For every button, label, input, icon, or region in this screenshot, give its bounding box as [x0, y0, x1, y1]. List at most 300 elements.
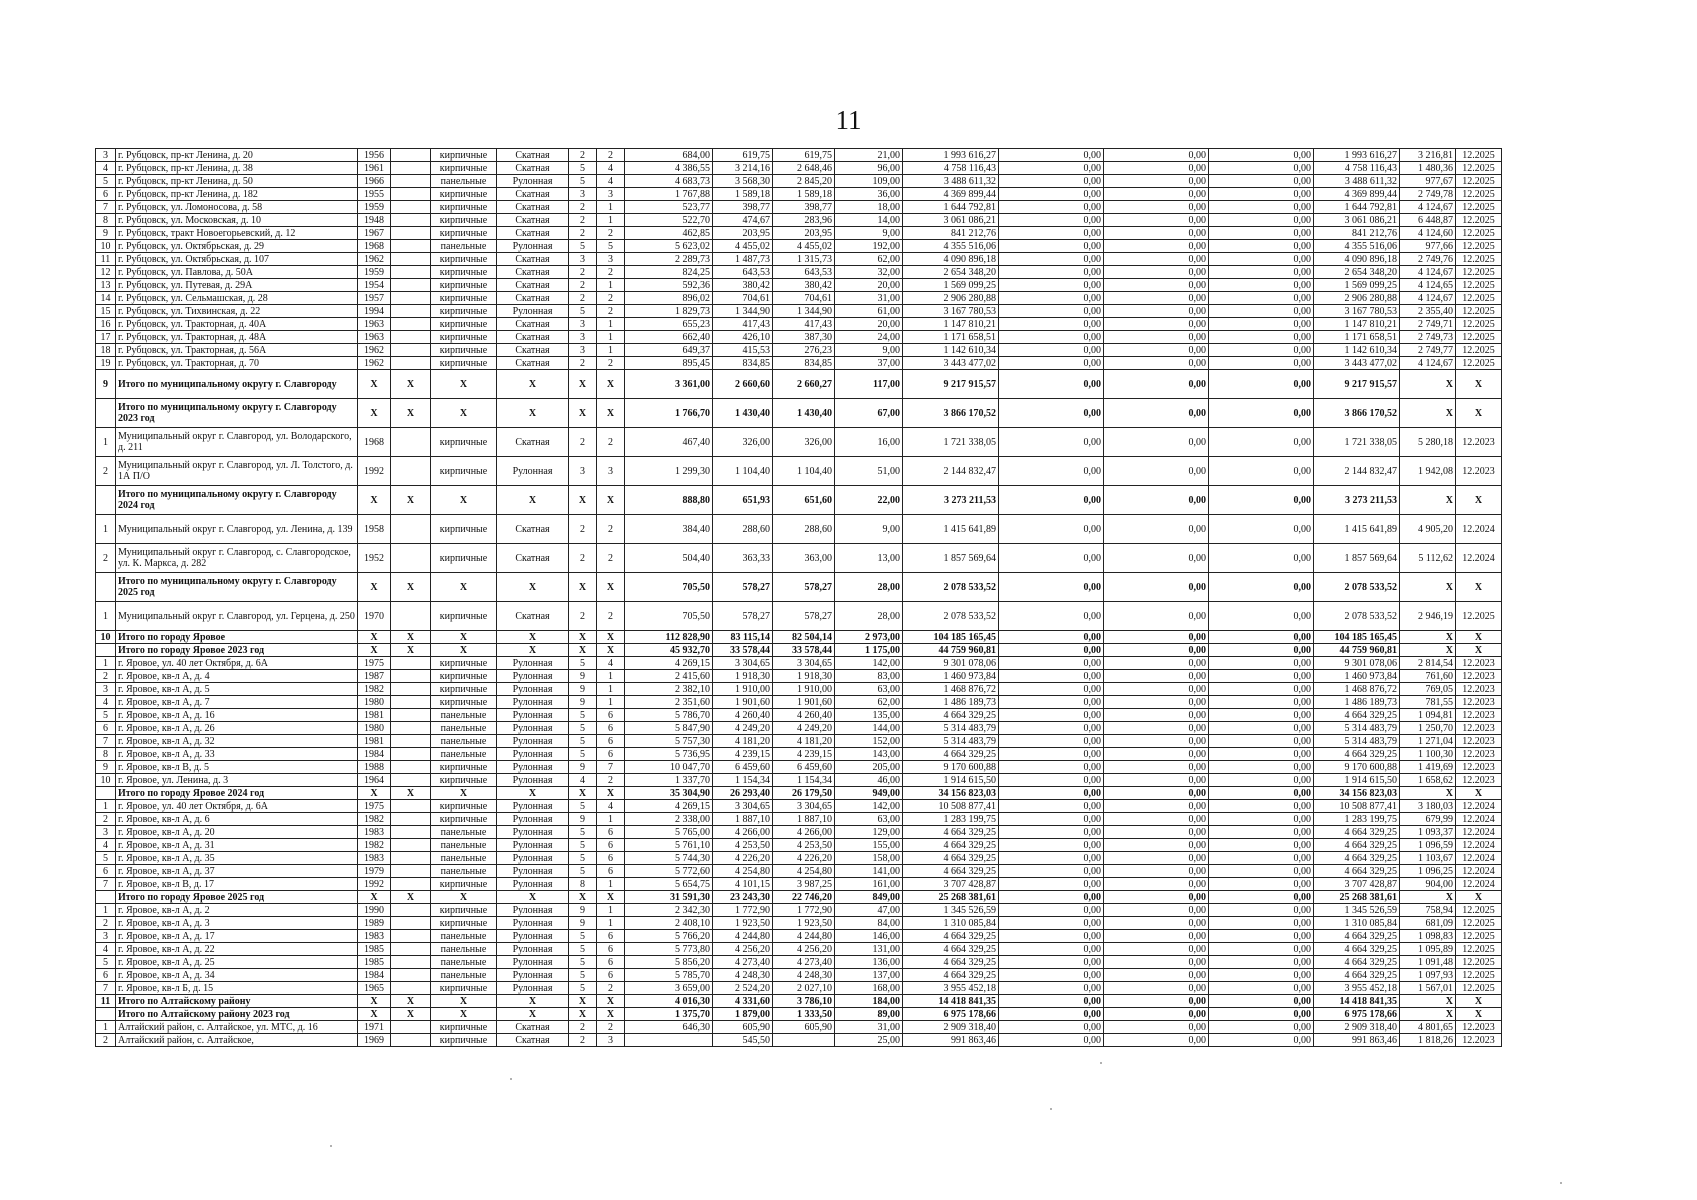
- cell-n: 19: [96, 357, 116, 370]
- cell-date: 12.2025: [1456, 266, 1502, 279]
- cell-roof: Рулонная: [497, 696, 569, 709]
- cell-addr: г. Яровое, кв-л А, д. 5: [116, 683, 358, 696]
- cell-a1: 35 304,90: [625, 787, 713, 800]
- cell-date: 12.2023: [1456, 683, 1502, 696]
- cell-roof: X: [497, 573, 569, 602]
- cell-n: 16: [96, 318, 116, 331]
- cell-mat: X: [431, 1008, 497, 1021]
- cell-mat: панельные: [431, 748, 497, 761]
- cell-fl: 3: [569, 344, 597, 357]
- cell-a1: 112 828,90: [625, 631, 713, 644]
- cell-a3: 4 249,20: [773, 722, 835, 735]
- cell-unit: 4 124,67: [1400, 357, 1456, 370]
- cell-f2: 0,00: [1104, 357, 1209, 370]
- cell-n: 10: [96, 631, 116, 644]
- cell-mat: X: [431, 631, 497, 644]
- cell-x1: [391, 774, 431, 787]
- cell-fl: 2: [569, 292, 597, 305]
- cell-fl: X: [569, 370, 597, 399]
- cell-mat: кирпичные: [431, 305, 497, 318]
- cell-date: 12.2024: [1456, 800, 1502, 813]
- cell-n: 2: [96, 1034, 116, 1047]
- cell-own: 3 488 611,32: [1314, 175, 1400, 188]
- cell-date: 12.2025: [1456, 344, 1502, 357]
- cell-roof: Рулонная: [497, 865, 569, 878]
- cell-year: 1989: [358, 917, 391, 930]
- cell-year: 1990: [358, 904, 391, 917]
- cell-a1: 31 591,30: [625, 891, 713, 904]
- cell-date: 12.2023: [1456, 709, 1502, 722]
- table-row: [96, 969, 1502, 982]
- cell-f2: 0,00: [1104, 486, 1209, 515]
- cell-roof: Скатная: [497, 188, 569, 201]
- cell-own: 1 721 338,05: [1314, 428, 1400, 457]
- cell-unit: 4 801,65: [1400, 1021, 1456, 1034]
- cell-n: 5: [96, 956, 116, 969]
- cell-mat: X: [431, 399, 497, 428]
- cell-a1: 4 269,15: [625, 657, 713, 670]
- cell-f2: 0,00: [1104, 956, 1209, 969]
- cell-a1: 824,25: [625, 266, 713, 279]
- cell-x1: X: [391, 644, 431, 657]
- cell-f2: 0,00: [1104, 995, 1209, 1008]
- cell-a1: 2 338,00: [625, 813, 713, 826]
- cell-f1: 0,00: [999, 188, 1104, 201]
- cell-total: 4 664 329,25: [903, 709, 999, 722]
- cell-date: 12.2023: [1456, 774, 1502, 787]
- cell-f3: 0,00: [1209, 865, 1314, 878]
- table-row: [96, 683, 1502, 696]
- cell-a1: 522,70: [625, 214, 713, 227]
- cell-f3: 0,00: [1209, 683, 1314, 696]
- cell-f2: 0,00: [1104, 428, 1209, 457]
- cell-date: 12.2025: [1456, 214, 1502, 227]
- cell-total: 3 955 452,18: [903, 982, 999, 995]
- cell-addr: г. Яровое, кв-л А, д. 32: [116, 735, 358, 748]
- cell-roof: Рулонная: [497, 852, 569, 865]
- cell-mat: кирпичные: [431, 318, 497, 331]
- cell-n: 4: [96, 696, 116, 709]
- cell-a1: 1 767,88: [625, 188, 713, 201]
- cell-unit: 769,05: [1400, 683, 1456, 696]
- cell-date: 12.2025: [1456, 930, 1502, 943]
- cell-mat: кирпичные: [431, 188, 497, 201]
- cell-fl: 5: [569, 722, 597, 735]
- cell-res: 84,00: [835, 917, 903, 930]
- cell-res: 205,00: [835, 761, 903, 774]
- cell-f1: 0,00: [999, 544, 1104, 573]
- cell-n: [96, 1008, 116, 1021]
- cell-x1: [391, 331, 431, 344]
- cell-mat: X: [431, 573, 497, 602]
- cell-fl: X: [569, 891, 597, 904]
- cell-total: 3 061 086,21: [903, 214, 999, 227]
- cell-fl: X: [569, 573, 597, 602]
- cell-f3: 0,00: [1209, 891, 1314, 904]
- cell-res: 155,00: [835, 839, 903, 852]
- table-row: [96, 709, 1502, 722]
- cell-f3: 0,00: [1209, 214, 1314, 227]
- cell-addr: г. Яровое, ул. 40 лет Октября, д. 6А: [116, 657, 358, 670]
- table-total-row: [96, 399, 1502, 428]
- cell-en: 2: [597, 602, 625, 631]
- cell-n: 3: [96, 683, 116, 696]
- cell-year: 1962: [358, 344, 391, 357]
- cell-f1: 0,00: [999, 995, 1104, 1008]
- cell-n: [96, 399, 116, 428]
- cell-res: 47,00: [835, 904, 903, 917]
- cell-f3: 0,00: [1209, 839, 1314, 852]
- cell-res: 61,00: [835, 305, 903, 318]
- cell-unit: 6 448,87: [1400, 214, 1456, 227]
- cell-roof: Скатная: [497, 253, 569, 266]
- cell-roof: Рулонная: [497, 240, 569, 253]
- cell-a3: 578,27: [773, 602, 835, 631]
- cell-a3: 6 459,60: [773, 761, 835, 774]
- cell-res: 158,00: [835, 852, 903, 865]
- cell-a3: 22 746,20: [773, 891, 835, 904]
- cell-date: 12.2023: [1456, 1021, 1502, 1034]
- cell-f1: 0,00: [999, 370, 1104, 399]
- cell-f1: 0,00: [999, 631, 1104, 644]
- cell-a3: 4 256,20: [773, 943, 835, 956]
- cell-f3: 0,00: [1209, 995, 1314, 1008]
- cell-date: 12.2024: [1456, 852, 1502, 865]
- cell-year: 1994: [358, 305, 391, 318]
- cell-fl: 5: [569, 305, 597, 318]
- cell-fl: 9: [569, 761, 597, 774]
- cell-en: 1: [597, 813, 625, 826]
- cell-f3: 0,00: [1209, 428, 1314, 457]
- cell-x1: [391, 696, 431, 709]
- cell-own: 2 906 280,88: [1314, 292, 1400, 305]
- cell-roof: Рулонная: [497, 878, 569, 891]
- cell-total: 1 460 973,84: [903, 670, 999, 683]
- cell-n: 1: [96, 602, 116, 631]
- cell-f3: 0,00: [1209, 722, 1314, 735]
- cell-unit: 1 091,48: [1400, 956, 1456, 969]
- cell-addr: г. Рубцовск, ул. Павлова, д. 50А: [116, 266, 358, 279]
- cell-addr: Итого по городу Яровое 2024 год: [116, 787, 358, 800]
- table-row: [96, 839, 1502, 852]
- cell-mat: кирпичные: [431, 761, 497, 774]
- cell-fl: 5: [569, 800, 597, 813]
- cell-year: 1979: [358, 865, 391, 878]
- cell-addr: г. Яровое, кв-л А, д. 3: [116, 917, 358, 930]
- cell-f1: 0,00: [999, 670, 1104, 683]
- cell-a1: 5 654,75: [625, 878, 713, 891]
- cell-fl: 2: [569, 149, 597, 162]
- cell-addr: Муниципальный округ г. Славгород, с. Славгородское, ул. К. Маркса, д. 282: [116, 544, 358, 573]
- cell-en: 4: [597, 800, 625, 813]
- cell-a3: 387,30: [773, 331, 835, 344]
- cell-year: 1982: [358, 813, 391, 826]
- cell-year: X: [358, 486, 391, 515]
- cell-en: 2: [597, 357, 625, 370]
- cell-roof: Скатная: [497, 318, 569, 331]
- cell-en: X: [597, 370, 625, 399]
- cell-en: 6: [597, 865, 625, 878]
- table-row: [96, 670, 1502, 683]
- cell-total: 1 857 569,64: [903, 544, 999, 573]
- cell-own: 3 707 428,87: [1314, 878, 1400, 891]
- cell-year: X: [358, 370, 391, 399]
- cell-f2: 0,00: [1104, 149, 1209, 162]
- cell-fl: X: [569, 995, 597, 1008]
- cell-x1: [391, 457, 431, 486]
- cell-own: 4 664 329,25: [1314, 943, 1400, 956]
- cell-mat: кирпичные: [431, 279, 497, 292]
- cell-x1: [391, 227, 431, 240]
- cell-en: 4: [597, 162, 625, 175]
- cell-mat: панельные: [431, 722, 497, 735]
- cell-x1: [391, 188, 431, 201]
- cell-addr: Итого по Алтайскому району 2023 год: [116, 1008, 358, 1021]
- cell-mat: X: [431, 486, 497, 515]
- cell-own: 5 314 483,79: [1314, 722, 1400, 735]
- cell-n: 4: [96, 839, 116, 852]
- cell-res: 9,00: [835, 515, 903, 544]
- cell-own: 104 185 165,45: [1314, 631, 1400, 644]
- cell-addr: Итого по городу Яровое 2023 год: [116, 644, 358, 657]
- cell-a1: 5 847,90: [625, 722, 713, 735]
- cell-a3: 33 578,44: [773, 644, 835, 657]
- cell-x1: [391, 515, 431, 544]
- cell-roof: X: [497, 787, 569, 800]
- cell-a2: 23 243,30: [713, 891, 773, 904]
- cell-unit: 5 112,62: [1400, 544, 1456, 573]
- cell-date: 12.2023: [1456, 696, 1502, 709]
- cell-f2: 0,00: [1104, 696, 1209, 709]
- cell-res: 63,00: [835, 813, 903, 826]
- cell-f1: 0,00: [999, 266, 1104, 279]
- cell-year: 1983: [358, 826, 391, 839]
- cell-a3: 4 226,20: [773, 852, 835, 865]
- cell-date: 12.2025: [1456, 201, 1502, 214]
- cell-x1: [391, 670, 431, 683]
- cell-x1: [391, 305, 431, 318]
- cell-a1: 2 342,30: [625, 904, 713, 917]
- cell-mat: X: [431, 995, 497, 1008]
- cell-a3: 578,27: [773, 573, 835, 602]
- cell-unit: 2 749,71: [1400, 318, 1456, 331]
- cell-a1: 462,85: [625, 227, 713, 240]
- cell-total: 1 283 199,75: [903, 813, 999, 826]
- cell-addr: г. Рубцовск, ул. Тихвинская, д. 22: [116, 305, 358, 318]
- cell-date: 12.2023: [1456, 735, 1502, 748]
- cell-x1: [391, 956, 431, 969]
- cell-a1: 2 408,10: [625, 917, 713, 930]
- cell-en: 1: [597, 670, 625, 683]
- cell-fl: 5: [569, 175, 597, 188]
- table-row: [96, 149, 1502, 162]
- cell-total: 1 147 810,21: [903, 318, 999, 331]
- cell-own: 14 418 841,35: [1314, 995, 1400, 1008]
- cell-en: 2: [597, 149, 625, 162]
- cell-f3: 0,00: [1209, 331, 1314, 344]
- cell-total: 1 644 792,81: [903, 201, 999, 214]
- cell-f3: 0,00: [1209, 943, 1314, 956]
- cell-date: 12.2025: [1456, 292, 1502, 305]
- cell-a1: 5 736,95: [625, 748, 713, 761]
- cell-year: 1970: [358, 602, 391, 631]
- cell-mat: кирпичные: [431, 683, 497, 696]
- cell-a3: 834,85: [773, 357, 835, 370]
- cell-a2: 4 239,15: [713, 748, 773, 761]
- cell-n: 6: [96, 865, 116, 878]
- cell-year: 1985: [358, 956, 391, 969]
- cell-x1: [391, 748, 431, 761]
- cell-f3: 0,00: [1209, 253, 1314, 266]
- cell-f1: 0,00: [999, 787, 1104, 800]
- cell-f2: 0,00: [1104, 1034, 1209, 1047]
- cell-fl: 4: [569, 774, 597, 787]
- cell-total: 14 418 841,35: [903, 995, 999, 1008]
- cell-own: 1 569 099,25: [1314, 279, 1400, 292]
- cell-a3: 1 918,30: [773, 670, 835, 683]
- cell-unit: 1 097,93: [1400, 969, 1456, 982]
- cell-total: 1 993 616,27: [903, 149, 999, 162]
- cell-n: 13: [96, 279, 116, 292]
- cell-addr: г. Рубцовск, тракт Новоегорьевский, д. 12: [116, 227, 358, 240]
- cell-f3: 0,00: [1209, 344, 1314, 357]
- cell-year: 1948: [358, 214, 391, 227]
- cell-a3: 605,90: [773, 1021, 835, 1034]
- cell-a2: 426,10: [713, 331, 773, 344]
- cell-n: 7: [96, 982, 116, 995]
- cell-fl: 5: [569, 982, 597, 995]
- cell-res: 131,00: [835, 943, 903, 956]
- cell-fl: 3: [569, 331, 597, 344]
- cell-x1: [391, 175, 431, 188]
- cell-f3: 0,00: [1209, 201, 1314, 214]
- cell-a1: 2 351,60: [625, 696, 713, 709]
- cell-fl: 5: [569, 943, 597, 956]
- cell-res: 28,00: [835, 573, 903, 602]
- cell-own: 3 443 477,02: [1314, 357, 1400, 370]
- cell-year: 1962: [358, 357, 391, 370]
- cell-mat: панельные: [431, 943, 497, 956]
- cell-total: 1 345 526,59: [903, 904, 999, 917]
- cell-total: 9 301 078,06: [903, 657, 999, 670]
- cell-a2: 545,50: [713, 1034, 773, 1047]
- cell-res: 2 973,00: [835, 631, 903, 644]
- cell-a2: 4 256,20: [713, 943, 773, 956]
- cell-year: X: [358, 399, 391, 428]
- cell-f2: 0,00: [1104, 709, 1209, 722]
- cell-res: 37,00: [835, 357, 903, 370]
- cell-f2: 0,00: [1104, 266, 1209, 279]
- cell-res: 161,00: [835, 878, 903, 891]
- cell-date: X: [1456, 787, 1502, 800]
- cell-date: 12.2023: [1456, 722, 1502, 735]
- cell-x1: [391, 709, 431, 722]
- cell-own: 1 468 876,72: [1314, 683, 1400, 696]
- cell-addr: г. Рубцовск, ул. Сельмашская, д. 28: [116, 292, 358, 305]
- cell-f1: 0,00: [999, 891, 1104, 904]
- cell-a2: 704,61: [713, 292, 773, 305]
- cell-own: 25 268 381,61: [1314, 891, 1400, 904]
- cell-a2: 417,43: [713, 318, 773, 331]
- cell-addr: г. Рубцовск, ул. Тракторная, д. 56А: [116, 344, 358, 357]
- cell-f3: 0,00: [1209, 457, 1314, 486]
- cell-year: 1982: [358, 839, 391, 852]
- cell-fl: 5: [569, 956, 597, 969]
- cell-f2: 0,00: [1104, 214, 1209, 227]
- cell-roof: Рулонная: [497, 722, 569, 735]
- cell-addr: г. Рубцовск, пр-кт Ленина, д. 182: [116, 188, 358, 201]
- cell-roof: Скатная: [497, 1021, 569, 1034]
- cell-total: 1 171 658,51: [903, 331, 999, 344]
- cell-n: 2: [96, 917, 116, 930]
- cell-unit: X: [1400, 631, 1456, 644]
- cell-year: 1954: [358, 279, 391, 292]
- cell-a3: 704,61: [773, 292, 835, 305]
- table-total-row: [96, 995, 1502, 1008]
- cell-f3: 0,00: [1209, 774, 1314, 787]
- cell-total: 2 906 280,88: [903, 292, 999, 305]
- cell-f3: 0,00: [1209, 826, 1314, 839]
- cell-addr: г. Яровое, кв-л А, д. 20: [116, 826, 358, 839]
- table-row: [96, 1021, 1502, 1034]
- table-row: [96, 602, 1502, 631]
- cell-total: 6 975 178,66: [903, 1008, 999, 1021]
- cell-unit: 1 103,67: [1400, 852, 1456, 865]
- cell-mat: панельные: [431, 240, 497, 253]
- cell-roof: Рулонная: [497, 457, 569, 486]
- cell-fl: 9: [569, 683, 597, 696]
- cell-own: 4 355 516,06: [1314, 240, 1400, 253]
- cell-a3: 288,60: [773, 515, 835, 544]
- cell-f3: 0,00: [1209, 227, 1314, 240]
- cell-a1: 5 856,20: [625, 956, 713, 969]
- cell-own: 4 664 329,25: [1314, 865, 1400, 878]
- cell-a1: 649,37: [625, 344, 713, 357]
- table-row: [96, 982, 1502, 995]
- cell-en: 3: [597, 188, 625, 201]
- cell-mat: кирпичные: [431, 602, 497, 631]
- cell-total: 2 909 318,40: [903, 1021, 999, 1034]
- cell-f1: 0,00: [999, 240, 1104, 253]
- cell-x1: [391, 839, 431, 852]
- cell-total: 1 914 615,50: [903, 774, 999, 787]
- cell-a2: 26 293,40: [713, 787, 773, 800]
- cell-a3: 4 273,40: [773, 956, 835, 969]
- cell-a3: 2 027,10: [773, 982, 835, 995]
- cell-n: 6: [96, 969, 116, 982]
- cell-date: 12.2024: [1456, 878, 1502, 891]
- cell-x1: X: [391, 891, 431, 904]
- table-row: [96, 878, 1502, 891]
- cell-roof: Рулонная: [497, 943, 569, 956]
- cell-a1: 888,80: [625, 486, 713, 515]
- cell-year: 1975: [358, 800, 391, 813]
- cell-year: 1983: [358, 852, 391, 865]
- cell-year: 1981: [358, 709, 391, 722]
- cell-f1: 0,00: [999, 214, 1104, 227]
- cell-a2: 474,67: [713, 214, 773, 227]
- cell-en: 2: [597, 428, 625, 457]
- cell-f2: 0,00: [1104, 457, 1209, 486]
- cell-a2: 1 772,90: [713, 904, 773, 917]
- cell-date: 12.2023: [1456, 428, 1502, 457]
- cell-f1: 0,00: [999, 982, 1104, 995]
- cell-total: 4 664 329,25: [903, 865, 999, 878]
- cell-x1: [391, 292, 431, 305]
- cell-fl: X: [569, 644, 597, 657]
- cell-en: 1: [597, 696, 625, 709]
- cell-f2: 0,00: [1104, 399, 1209, 428]
